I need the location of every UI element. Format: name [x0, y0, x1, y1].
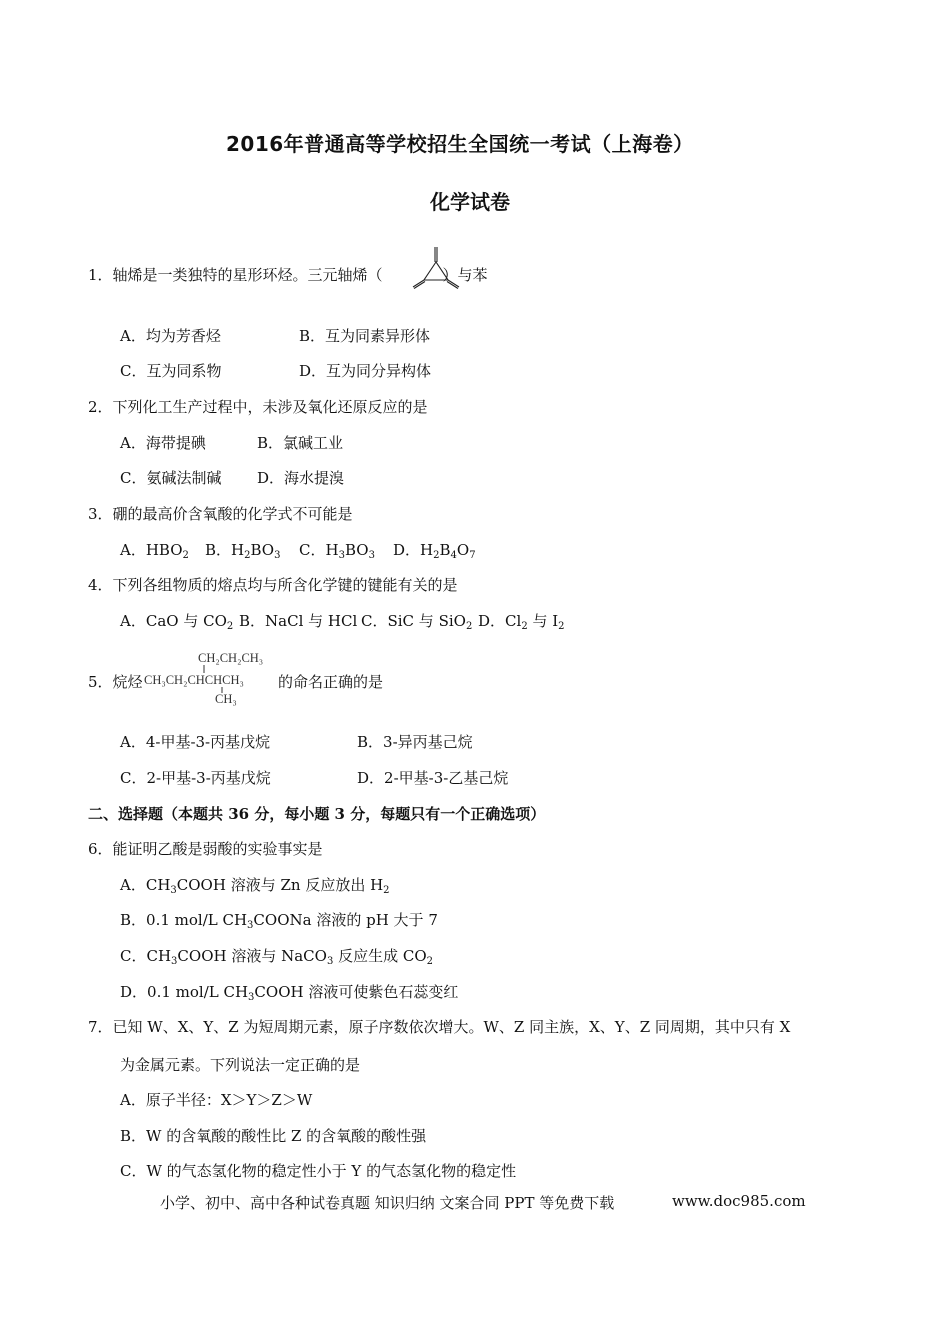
- question-6-option-b: B．0.1 mol/L $CH_3COONa$ 溶液的 pH 大于 7: [120, 911, 438, 931]
- question-4-option-a: A．CaO 与 $CO_2$: [120, 612, 234, 632]
- question-1-stem: 1．轴烯是一类独特的星形环烃。三元轴烯（ ）与苯: [88, 266, 488, 284]
- question-4-option-d: D．$Cl_2$ 与 $I_2$: [478, 612, 565, 632]
- question-5-option-c: C．2-甲基-3-丙基戊烷: [120, 769, 271, 787]
- question-6-option-a: A．$CH_3COOH$ 溶液与 Zn 反应放出 $H_2$: [120, 876, 390, 896]
- question-4-option-c: C．SiC 与 SiO$_2$: [361, 612, 473, 632]
- question-3-option-c: C．$H_3BO_3$: [299, 541, 375, 561]
- question-2-stem: 2．下列化工生产过程中，未涉及氧化还原反应的是: [88, 398, 428, 416]
- question-2-option-a: A．海带提碘: [120, 434, 206, 452]
- footer-text: 小学、初中、高中各种试卷真题 知识归纳 文案合同 PPT 等免费下载: [160, 1194, 615, 1212]
- question-7-option-a: A．原子半径：X＞Y＞Z＞W: [120, 1091, 313, 1109]
- question-3-option-b: B．$H_2BO_3$: [205, 541, 281, 561]
- question-5-option-b: B．3-异丙基己烷: [357, 733, 473, 751]
- question-4-stem: 4．下列各组物质的熔点均与所含化学键的键能有关的是: [88, 576, 458, 594]
- question-1-option-c: C．互为同系物: [120, 362, 222, 380]
- question-2-option-b: B．氯碱工业: [257, 434, 344, 452]
- structure-bottom-branch: CH₃: [215, 692, 237, 706]
- question-5-stem-before: 5．烷烃: [88, 673, 143, 691]
- alkane-structure-formula: [142, 648, 274, 708]
- question-4-option-b: B．NaCl 与 HCl: [239, 612, 358, 630]
- question-7-stem-line-1: 7．已知 W、X、Y、Z 为短周期元素，原子序数依次增大。W、Z 同主族，X、Y、Z 同周期，其中只有 X: [88, 1018, 791, 1036]
- question-2-option-d: D．海水提溴: [257, 469, 345, 487]
- question-5-stem-after: 的命名正确的是: [278, 673, 384, 691]
- question-5-option-d: D．2-甲基-3-乙基己烷: [357, 769, 509, 787]
- footer-site-link[interactable]: www.doc985.com: [672, 1192, 806, 1210]
- exam-title: 2016年普通高等学校招生全国统一考试（上海卷）: [226, 132, 694, 156]
- question-1-option-a: A．均为芳香烃: [120, 327, 221, 345]
- structure-top-branch: CH₂CH₂CH₃: [198, 651, 264, 665]
- structure-main-chain: CH₃CH₂CHCHCH₃: [144, 673, 244, 687]
- question-5-option-a: A．4-甲基-3-丙基戊烷: [120, 733, 271, 751]
- question-1-option-d: D．互为同分异构体: [299, 362, 432, 380]
- question-1-option-b: B．互为同素异形体: [299, 327, 431, 345]
- question-6-option-c: C．$CH_3COOH$ 溶液与 NaCO$_3$ 反应生成 $CO_2$: [120, 947, 434, 967]
- exam-subtitle: 化学试卷: [430, 190, 510, 214]
- question-3-stem: 3．硼的最高价含氧酸的化学式不可能是: [88, 505, 353, 523]
- section-2-heading: 二、选择题（本题共 36 分，每小题 3 分，每题只有一个正确选项）: [88, 805, 546, 823]
- question-6-option-d: D．0.1 mol/L $CH_3COOH$ 溶液可使紫色石蕊变红: [120, 983, 459, 1003]
- triaxial-ene-structure-icon: [411, 244, 461, 294]
- question-7-option-b: B．W 的含氧酸的酸性比 Z 的含氧酸的酸性强: [120, 1127, 427, 1145]
- question-7-option-c: C．W 的气态氢化物的稳定性小于 Y 的气态氢化物的稳定性: [120, 1162, 517, 1180]
- question-3-option-a: A．$HBO_2$: [120, 541, 189, 561]
- question-7-stem-line-2: 为金属元素。下列说法一定正确的是: [120, 1056, 361, 1074]
- question-3-option-d: D．$H_2B_4O_7$: [393, 541, 476, 561]
- question-2-option-c: C．氨碱法制碱: [120, 469, 222, 487]
- question-6-stem: 6．能证明乙酸是弱酸的实验事实是: [88, 840, 323, 858]
